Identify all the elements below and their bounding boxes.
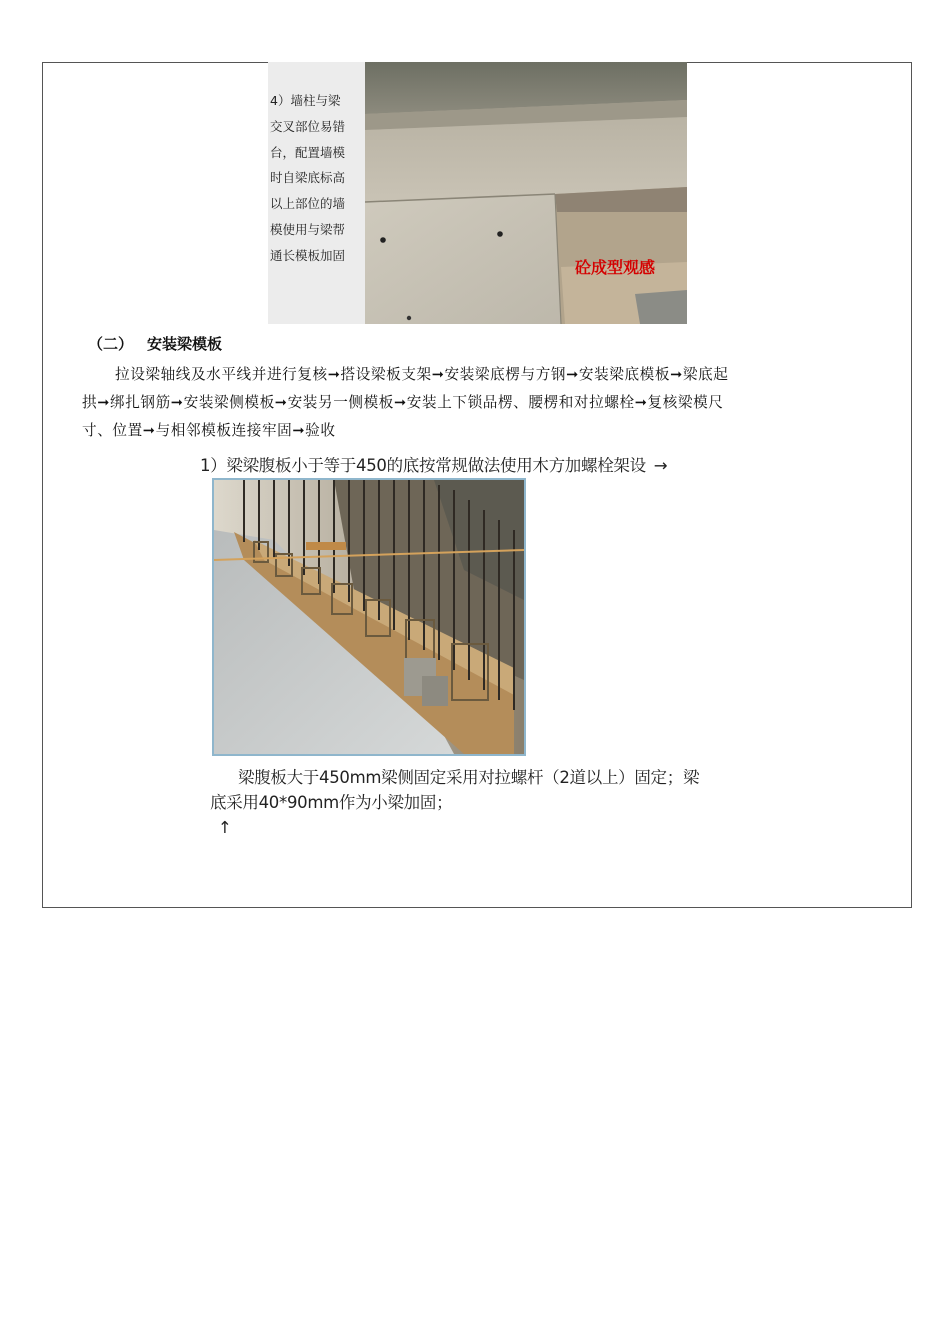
process-line: 拱➞绑扎钢筋➞安装梁侧模板➞安装另一侧模板➞安装上下锁品楞、腰楞和对拉螺栓➞复核梁模尺 — [82, 394, 724, 411]
concrete-beam-column-photo — [365, 62, 687, 324]
photo-red-label: 砼成型观感 — [575, 258, 656, 277]
figure-caption — [270, 88, 362, 269]
caption-line: 模使用与梁帮 — [270, 221, 346, 237]
up-arrow-icon: ↑ — [218, 818, 232, 837]
beam-formwork-illustration — [214, 480, 524, 754]
caption-line: 交叉部位易错 — [270, 118, 346, 134]
right-arrow-icon: → — [653, 456, 668, 475]
caption-line: 4）墙柱与梁 — [270, 93, 341, 108]
process-line: 寸、位置➞与相邻模板连接牢固➞验收 — [82, 422, 336, 439]
step-1-text — [200, 452, 667, 476]
section-number: （二） — [88, 335, 134, 353]
section-heading — [88, 333, 222, 354]
caption-line: 时自梁底标高 — [270, 170, 346, 186]
step-2-line-2 — [210, 790, 699, 840]
concrete-finish-figure — [268, 62, 687, 324]
step-1-label: 1）梁梁腹板小于等于450的底按常规做法使用木方加螺栓架设 — [200, 456, 646, 475]
process-line: 拉设梁轴线及水平线并进行复核➞搭设梁板支架➞安装梁底楞与方钢➞安装梁底模板➞梁底起 — [115, 366, 729, 383]
caption-line: 以上部位的墙 — [270, 196, 346, 212]
section-title: 安装梁模板 — [147, 335, 223, 353]
caption-line: 通长模板加固 — [270, 247, 346, 263]
step-2-line-2-text: 底采用40*90mm作为小梁加固； — [210, 793, 453, 812]
step-2-text — [210, 765, 699, 840]
step-2-line-1: 梁腹板大于450mm梁侧固定采用对拉螺杆（2道以上）固定；梁 — [238, 768, 700, 787]
caption-line: 台，配置墙模 — [270, 144, 346, 160]
beam-formwork-photo — [212, 478, 526, 756]
process-paragraph — [82, 361, 907, 445]
